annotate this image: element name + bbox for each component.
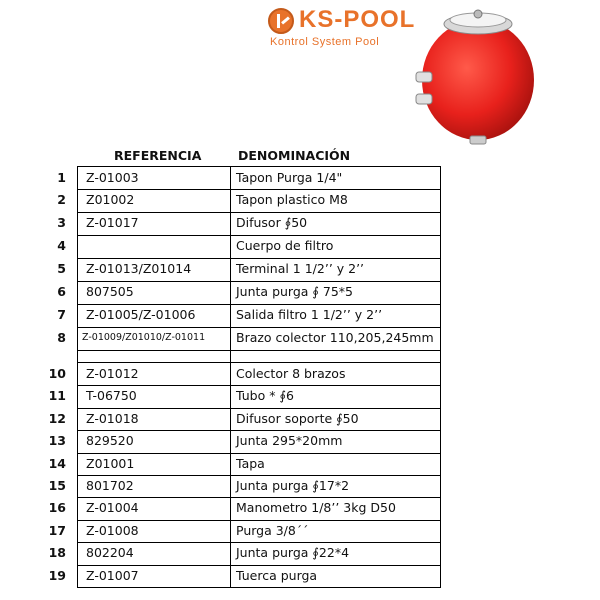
row-denominacion: Junta 295*20mm bbox=[236, 433, 343, 448]
row-referencia: Z-01012 bbox=[86, 366, 139, 381]
row-referencia: 829520 bbox=[86, 433, 134, 448]
row-denominacion: Tapa bbox=[236, 456, 265, 471]
table-row bbox=[48, 497, 440, 519]
table-row bbox=[48, 408, 440, 430]
row-number: 8 bbox=[57, 330, 66, 345]
row-divider bbox=[78, 281, 440, 282]
row-divider bbox=[78, 212, 440, 213]
table-row bbox=[48, 430, 440, 452]
row-denominacion: Purga 3/8´´ bbox=[236, 523, 309, 538]
table-row bbox=[48, 542, 440, 564]
row-number: 2 bbox=[57, 192, 66, 207]
row-number: 6 bbox=[57, 284, 66, 299]
row-divider bbox=[78, 189, 440, 190]
row-number: 14 bbox=[48, 456, 66, 471]
header-denominacion: DENOMINACIÓN bbox=[238, 148, 351, 163]
empty-row bbox=[78, 350, 440, 363]
header-referencia: REFERENCIA bbox=[114, 148, 202, 163]
row-referencia: Z-01005/Z-01006 bbox=[86, 307, 196, 322]
row-divider bbox=[78, 430, 440, 431]
row-denominacion: Tapon plastico M8 bbox=[236, 192, 348, 207]
table-row bbox=[48, 475, 440, 497]
row-referencia: Z-01009/Z01010/Z-01011 bbox=[82, 332, 206, 343]
row-number: 15 bbox=[48, 478, 66, 493]
parts-block-upper bbox=[57, 167, 440, 350]
brand-logo bbox=[268, 6, 418, 50]
row-divider bbox=[78, 565, 440, 566]
row-referencia: Z-01007 bbox=[86, 568, 139, 583]
row-denominacion: Difusor soporte ∮50 bbox=[236, 411, 359, 426]
row-number: 5 bbox=[57, 261, 66, 276]
table-row bbox=[48, 363, 440, 385]
brand-name: KS-POOL bbox=[299, 6, 416, 33]
row-number: 16 bbox=[48, 500, 66, 515]
row-denominacion: Terminal 1 1/2’’ y 2’’ bbox=[236, 261, 365, 276]
row-number: 17 bbox=[48, 523, 66, 538]
row-divider bbox=[78, 520, 440, 521]
row-denominacion: Cuerpo de filtro bbox=[236, 238, 334, 253]
row-divider bbox=[78, 385, 440, 386]
row-referencia: Z-01013/Z01014 bbox=[86, 261, 192, 276]
row-divider bbox=[78, 475, 440, 476]
table-row bbox=[57, 304, 440, 326]
row-referencia: 802204 bbox=[86, 545, 134, 560]
row-referencia: Z-01008 bbox=[86, 523, 139, 538]
table-row bbox=[48, 385, 440, 407]
row-number: 3 bbox=[57, 215, 66, 230]
row-divider bbox=[78, 235, 440, 236]
row-number: 7 bbox=[57, 307, 66, 322]
row-denominacion: Brazo colector 110,205,245mm bbox=[236, 330, 434, 345]
table-row bbox=[57, 189, 440, 211]
table-row bbox=[57, 281, 440, 303]
table-headers bbox=[0, 148, 600, 166]
row-denominacion: Manometro 1/8’’ 3kg D50 bbox=[236, 500, 396, 515]
row-denominacion: Tubo * ∮6 bbox=[236, 388, 294, 403]
row-number: 19 bbox=[48, 568, 66, 583]
row-referencia: Z-01003 bbox=[86, 170, 139, 185]
ks-logo-icon bbox=[268, 8, 294, 34]
row-divider bbox=[78, 304, 440, 305]
row-referencia: Z01002 bbox=[86, 192, 135, 207]
row-referencia: Z01001 bbox=[86, 456, 135, 471]
table-row bbox=[57, 212, 440, 234]
row-number: 10 bbox=[48, 366, 66, 381]
table-row bbox=[48, 565, 440, 587]
table-row bbox=[57, 235, 440, 257]
table-row bbox=[57, 258, 440, 280]
row-denominacion: Tapon Purga 1/4" bbox=[236, 170, 343, 185]
row-denominacion: Salida filtro 1 1/2’’ y 2’’ bbox=[236, 307, 383, 322]
row-denominacion: Junta purga ∮17*2 bbox=[236, 478, 350, 493]
row-denominacion: Junta purga ∮22*4 bbox=[236, 545, 350, 560]
table-row bbox=[48, 520, 440, 542]
brand-tagline: Kontrol System Pool bbox=[270, 36, 380, 48]
row-referencia: Z-01017 bbox=[86, 215, 139, 230]
parts-block-lower bbox=[48, 363, 440, 587]
row-divider bbox=[78, 327, 440, 328]
row-referencia: T-06750 bbox=[86, 388, 137, 403]
filter-tank-image bbox=[412, 2, 537, 147]
parts-table bbox=[48, 166, 441, 588]
row-number: 4 bbox=[57, 238, 66, 253]
row-number: 1 bbox=[57, 170, 66, 185]
row-divider bbox=[78, 542, 440, 543]
row-divider bbox=[78, 408, 440, 409]
row-denominacion: Junta purga ∮ 75*5 bbox=[236, 284, 354, 299]
table-row bbox=[57, 327, 440, 349]
row-denominacion: Colector 8 brazos bbox=[236, 366, 346, 381]
table-row bbox=[57, 167, 440, 189]
row-divider bbox=[78, 258, 440, 259]
row-referencia: Z-01004 bbox=[86, 500, 139, 515]
row-referencia: 801702 bbox=[86, 478, 134, 493]
row-number: 11 bbox=[48, 388, 66, 403]
row-referencia: Z-01018 bbox=[86, 411, 139, 426]
row-divider bbox=[78, 497, 440, 498]
row-denominacion: Difusor ∮50 bbox=[236, 215, 308, 230]
row-divider bbox=[78, 453, 440, 454]
row-number: 12 bbox=[48, 411, 66, 426]
row-referencia: 807505 bbox=[86, 284, 134, 299]
table-row bbox=[48, 453, 440, 475]
row-denominacion: Tuerca purga bbox=[236, 568, 318, 583]
row-number: 18 bbox=[48, 545, 66, 560]
row-number: 13 bbox=[48, 433, 66, 448]
